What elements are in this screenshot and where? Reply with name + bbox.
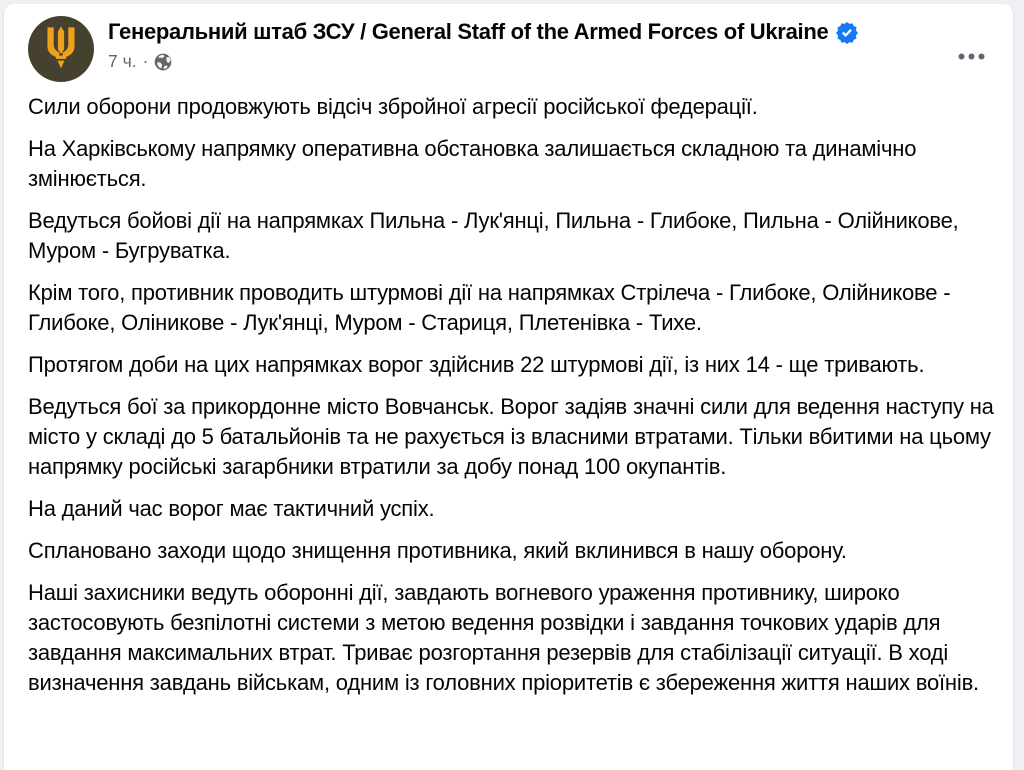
post-card [4, 4, 1013, 770]
post-paragraph: Наші захисники ведуть оборонні дії, завдають вогневого ураження противнику, широко застосовують безпілотні системи з метою ведення розвідки і завдання точкових ударів для завдання максимальних втрат. Триває розгортання резервів для стабілізації ситуації. В ході визначення завдань військам, одним із головних пріоритетів є збереження життя наших воїнів. [28, 580, 979, 695]
post-header [28, 16, 997, 82]
trident-emblem-icon [43, 26, 79, 72]
globe-icon [154, 53, 172, 71]
post-paragraph: Протягом доби на цих напрямках ворог здійснив 22 штурмові дії, із них 14 - ще тривають. [28, 352, 925, 377]
more-options-button[interactable] [949, 34, 993, 78]
post-meta [108, 50, 858, 72]
post-paragraph: Ведуться бої за прикордонне місто Вовчанськ. Ворог задіяв значні сили для ведення наступу на місто у складі до 5 батальйонів та не рахується із власними втратами. Тільки вбитими на цьому напрямку російські загарбники втратили за добу понад 100 окупантів. [28, 394, 994, 479]
post-paragraph: Сплановано заходи щодо знищення противника, який вклинився в нашу оборону. [28, 538, 847, 563]
post-paragraph: Сили оборони продовжують відсіч збройної агресії російської федерації. [28, 94, 758, 119]
post-paragraph: Крім того, противник проводить штурмові дії на напрямках Стрілеча - Глибоке, Олійникове - Глибоке, Оліникове - Лук'янці, Муром - Стариця, Плетенівка - Тихе. [28, 280, 951, 335]
post-paragraph: Ведуться бойові дії на напрямках Пильна - Лук'янці, Пильна - Глибоке, Пильна - Олійникове, Муром - Бугруватка. [28, 208, 959, 263]
post-text [28, 92, 997, 698]
verified-badge-icon [836, 22, 858, 44]
page-name-link[interactable]: Генеральний штаб ЗСУ / General Staff of the Armed Forces of Ukraine [108, 19, 829, 44]
avatar[interactable] [28, 16, 94, 82]
meta-separator: · [142, 51, 149, 71]
post-header-text [108, 16, 858, 72]
ellipsis-icon [958, 53, 985, 60]
name-row [108, 18, 858, 46]
post-paragraph: На даний час ворог має тактичний успіх. [28, 496, 435, 521]
post-paragraph: На Харківському напрямку оперативна обстановка залишається складною та динамічно змінюється. [28, 136, 917, 191]
timestamp-link[interactable]: 7 ч. [108, 51, 137, 71]
